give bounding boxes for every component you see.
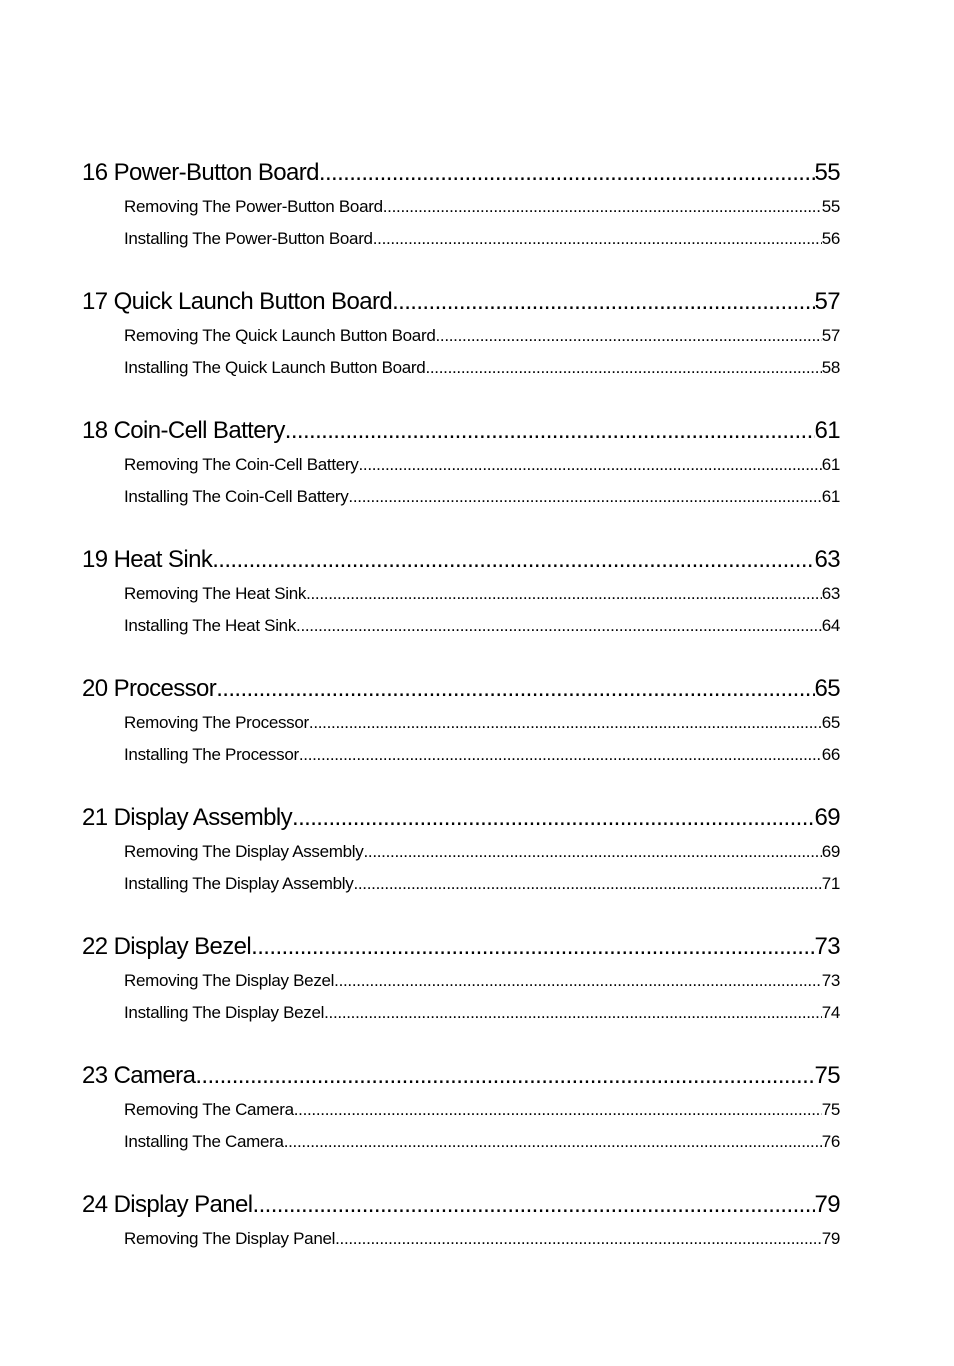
chapter-title: 16 Power-Button Board <box>82 159 319 186</box>
chapter-page-number: 65 <box>814 675 840 702</box>
toc-chapter <box>82 1058 840 1158</box>
dot-leader <box>299 739 822 771</box>
section-page-number: 71 <box>821 874 840 893</box>
chapter-title: 18 Coin-Cell Battery <box>82 417 285 444</box>
section-title: Removing The Camera <box>124 1100 294 1119</box>
section-entry[interactable] <box>82 1126 840 1158</box>
chapter-entry[interactable] <box>82 800 840 836</box>
section-title: Installing The Camera <box>124 1132 284 1151</box>
section-entry[interactable] <box>82 868 840 900</box>
dot-leader <box>296 610 822 642</box>
dot-leader <box>353 868 821 900</box>
chapter-page-number: 63 <box>814 546 840 573</box>
dot-leader <box>216 671 814 707</box>
section-page-number: 56 <box>821 229 840 248</box>
dot-leader <box>251 929 814 965</box>
section-page-number: 57 <box>821 326 840 345</box>
section-page-number: 55 <box>821 197 840 216</box>
chapter-page-number: 79 <box>814 1191 840 1218</box>
section-entry[interactable] <box>82 320 840 352</box>
section-title: Installing The Power-Button Board <box>124 229 373 248</box>
section-page-number: 79 <box>821 1229 840 1248</box>
toc-chapter <box>82 1187 840 1255</box>
chapter-page-number: 75 <box>814 1062 840 1089</box>
section-title: Installing The Display Assembly <box>124 874 354 893</box>
section-page-number: 69 <box>821 842 840 861</box>
chapter-title: 20 Processor <box>82 675 217 702</box>
chapter-entry[interactable] <box>82 929 840 965</box>
chapter-page-number: 61 <box>814 417 840 444</box>
dot-leader <box>319 155 815 191</box>
chapter-entry[interactable] <box>82 413 840 449</box>
dot-leader <box>392 284 814 320</box>
section-entry[interactable] <box>82 449 840 481</box>
section-entry[interactable] <box>82 578 840 610</box>
section-page-number: 66 <box>821 745 840 764</box>
dot-leader <box>294 1094 822 1126</box>
toc-chapter <box>82 671 840 771</box>
dot-leader <box>306 578 822 610</box>
section-entry[interactable] <box>82 352 840 384</box>
section-title: Installing The Quick Launch Button Board <box>124 358 426 377</box>
section-page-number: 74 <box>821 1003 840 1022</box>
section-title: Installing The Display Bezel <box>124 1003 325 1022</box>
dot-leader <box>363 836 821 868</box>
section-title: Removing The Heat Sink <box>124 584 307 603</box>
chapter-page-number: 55 <box>814 159 840 186</box>
dot-leader <box>324 997 822 1029</box>
section-page-number: 61 <box>821 455 840 474</box>
section-title: Installing The Processor <box>124 745 299 764</box>
dot-leader <box>348 481 821 513</box>
section-page-number: 76 <box>821 1132 840 1151</box>
section-page-number: 61 <box>821 487 840 506</box>
dot-leader <box>334 965 822 997</box>
section-title: Installing The Coin-Cell Battery <box>124 487 349 506</box>
chapter-entry[interactable] <box>82 542 840 578</box>
toc-chapter <box>82 413 840 513</box>
chapter-title: 17 Quick Launch Button Board <box>82 288 393 315</box>
section-entry[interactable] <box>82 739 840 771</box>
chapter-entry[interactable] <box>82 1187 840 1223</box>
chapter-page-number: 57 <box>814 288 840 315</box>
section-entry[interactable] <box>82 965 840 997</box>
dot-leader <box>309 707 822 739</box>
dot-leader <box>284 1126 822 1158</box>
dot-leader <box>383 191 822 223</box>
toc-chapter <box>82 929 840 1029</box>
chapter-title: 23 Camera <box>82 1062 196 1089</box>
section-page-number: 65 <box>821 713 840 732</box>
section-page-number: 75 <box>821 1100 840 1119</box>
chapter-title: 24 Display Panel <box>82 1191 253 1218</box>
section-entry[interactable] <box>82 997 840 1029</box>
section-entry[interactable] <box>82 1223 840 1255</box>
section-entry[interactable] <box>82 223 840 255</box>
section-title: Removing The Quick Launch Button Board <box>124 326 436 345</box>
section-entry[interactable] <box>82 707 840 739</box>
section-entry[interactable] <box>82 481 840 513</box>
dot-leader <box>335 1223 822 1255</box>
dot-leader <box>253 1187 815 1223</box>
dot-leader <box>292 800 814 836</box>
section-entry[interactable] <box>82 836 840 868</box>
section-title: Removing The Coin-Cell Battery <box>124 455 359 474</box>
section-title: Removing The Display Bezel <box>124 971 335 990</box>
section-page-number: 73 <box>821 971 840 990</box>
chapter-page-number: 69 <box>814 804 840 831</box>
dot-leader <box>195 1058 814 1094</box>
chapter-entry[interactable] <box>82 671 840 707</box>
table-of-contents <box>82 155 840 1255</box>
chapter-entry[interactable] <box>82 1058 840 1094</box>
section-entry[interactable] <box>82 610 840 642</box>
chapter-page-number: 73 <box>814 933 840 960</box>
dot-leader <box>425 352 821 384</box>
toc-chapter <box>82 800 840 900</box>
dot-leader <box>358 449 821 481</box>
chapter-title: 22 Display Bezel <box>82 933 252 960</box>
dot-leader <box>285 413 815 449</box>
section-title: Removing The Display Assembly <box>124 842 364 861</box>
chapter-entry[interactable] <box>82 284 840 320</box>
chapter-title: 21 Display Assembly <box>82 804 293 831</box>
section-page-number: 63 <box>821 584 840 603</box>
chapter-title: 19 Heat Sink <box>82 546 213 573</box>
section-title: Removing The Display Panel <box>124 1229 336 1248</box>
section-page-number: 58 <box>821 358 840 377</box>
dot-leader <box>435 320 821 352</box>
section-title: Installing The Heat Sink <box>124 616 297 635</box>
dot-leader <box>212 542 814 578</box>
dot-leader <box>373 223 822 255</box>
section-entry[interactable] <box>82 1094 840 1126</box>
toc-chapter <box>82 542 840 642</box>
section-entry[interactable] <box>82 191 840 223</box>
section-page-number: 64 <box>821 616 840 635</box>
toc-chapter <box>82 284 840 384</box>
section-title: Removing The Processor <box>124 713 309 732</box>
section-title: Removing The Power-Button Board <box>124 197 383 216</box>
toc-chapter <box>82 155 840 255</box>
chapter-entry[interactable] <box>82 155 840 191</box>
